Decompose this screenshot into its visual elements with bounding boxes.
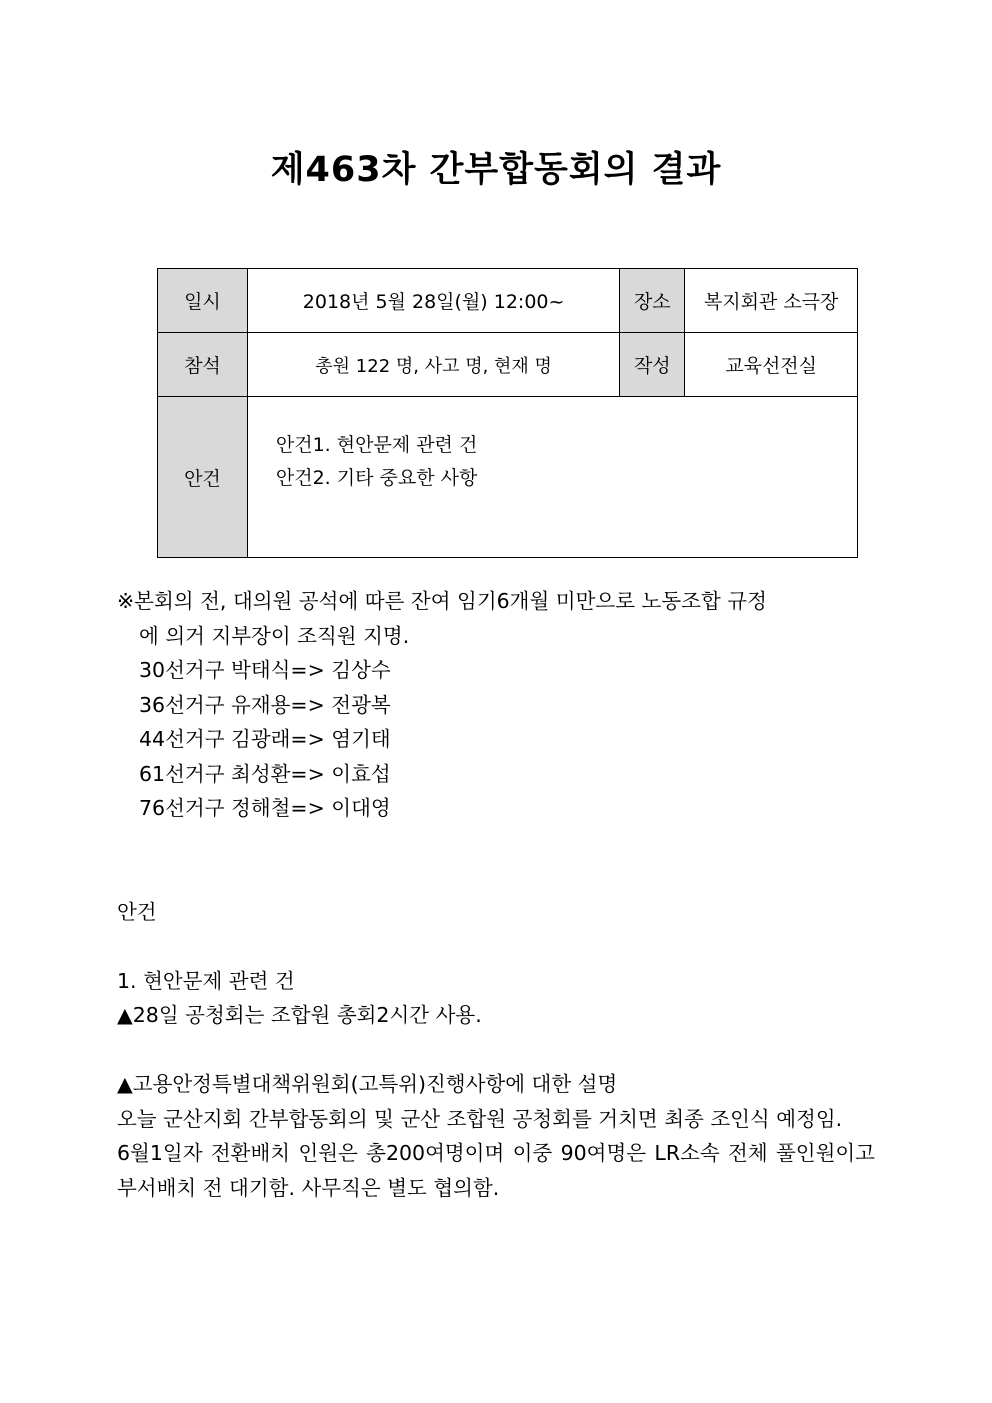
item-heading: 1. 현안문제 관련 건 [117, 968, 295, 993]
agenda-item: 안건1. 현안문제 관련 건 [275, 434, 478, 456]
appointment-item: 76선거구 정해철=> 이대영 [139, 796, 391, 820]
writer-value: 교육선전실 [685, 333, 858, 397]
appointment-item: 61선거구 최성환=> 이효섭 [139, 761, 391, 786]
agenda-label: 안건 [158, 397, 248, 558]
appointment-item: 30선거구 박태식=> 김상수 [139, 658, 391, 682]
date-label: 일시 [158, 269, 248, 333]
paragraph: 6월1일자 전환배치 인원은 총200여명이며 이중 90여명은 LR소속 전체 풀인원이고 부서배치 전 대기함. 사무직은 별도 협의함. [117, 1141, 875, 1200]
document-title: 제463차 간부합동회의 결과 [270, 150, 722, 190]
agenda-cell [247, 397, 857, 558]
table-row [158, 333, 858, 397]
bullet-item: ▲28일 공청회는 조합원 총회2시간 사용. [117, 1003, 482, 1027]
attendance-value: 총원 122 명, 사고 명, 현재 명 [247, 333, 619, 397]
notice-line: 에 의거 지부장이 조직원 지명. [139, 623, 410, 648]
bullet-item: ▲고용안정특별대책위원회(고특위)진행사항에 대한 설명 [117, 1072, 618, 1096]
appointment-item: 44선거구 김광래=> 염기태 [139, 727, 391, 751]
paragraph: 오늘 군산지회 간부합동회의 및 군산 조합원 공청회를 거치면 최종 조인식 예정임. [117, 1106, 843, 1131]
writer-label: 작성 [620, 333, 685, 397]
table-row [158, 269, 858, 333]
notice-line: ※본회의 전, 대의원 공석에 따른 잔여 임기6개월 미만으로 노동조합 규정 [117, 589, 767, 613]
place-value: 복지회관 소극장 [685, 269, 858, 333]
appointment-item: 36선거구 유재용=> 전광복 [139, 692, 391, 717]
table-row [158, 397, 858, 558]
attendance-label: 참석 [158, 333, 248, 397]
place-label: 장소 [620, 269, 685, 333]
section-heading: 안건 [117, 899, 157, 924]
document-body [117, 584, 875, 1205]
agenda-item: 안건2. 기타 중요한 사항 [275, 467, 478, 489]
meeting-info-table [157, 268, 858, 558]
date-value: 2018년 5월 28일(월) 12:00~ [247, 269, 619, 333]
